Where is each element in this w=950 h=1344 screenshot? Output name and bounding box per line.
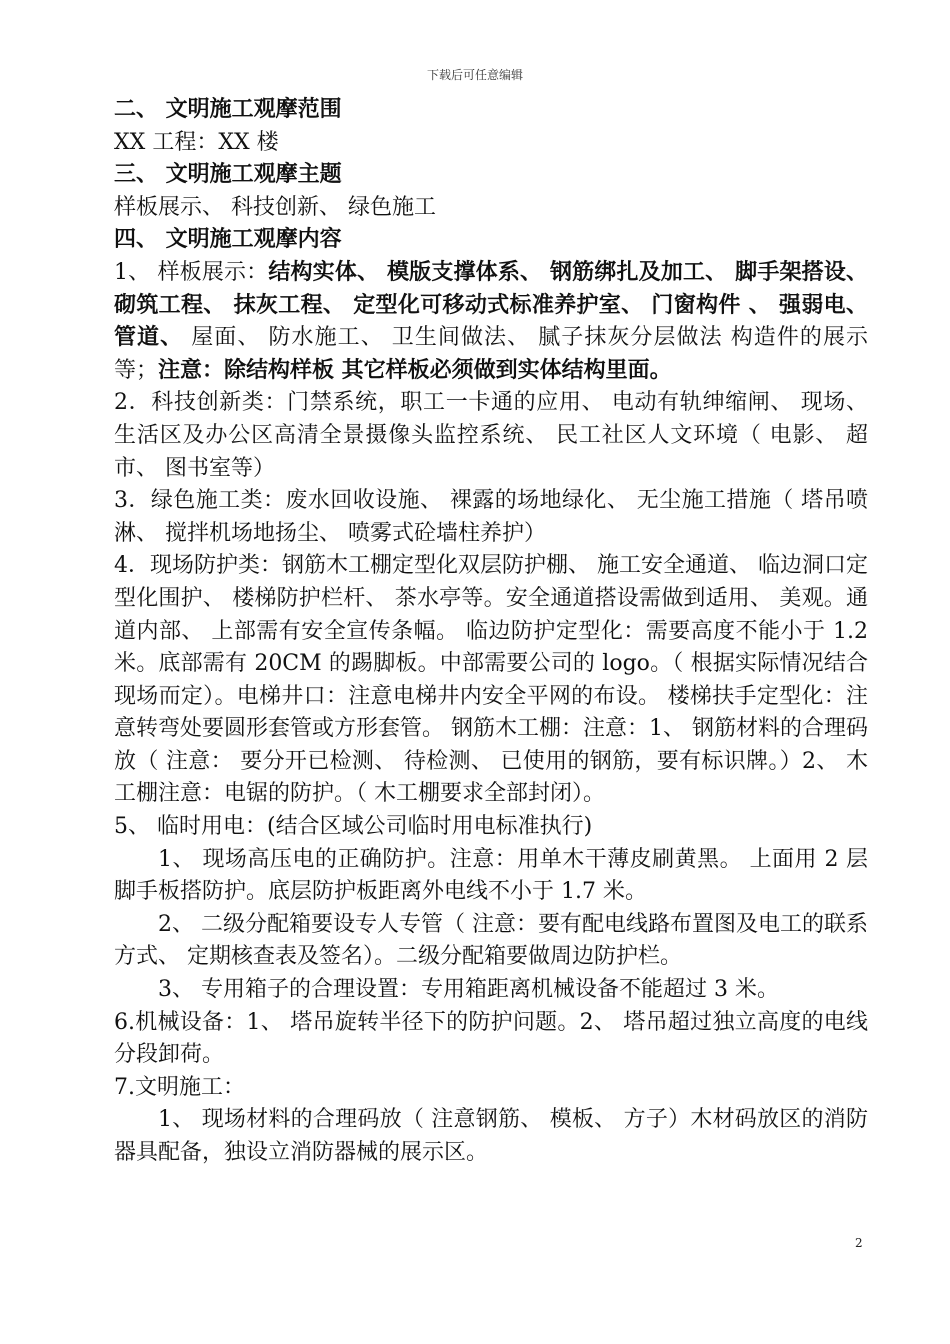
item-1-label: 1、 样板展示：: [114, 259, 269, 285]
section-2-text: XX 工程：XX 楼: [114, 129, 279, 155]
item-1-paragraph: [114, 257, 868, 387]
item-5-sub-1: 1、 现场高压电的正确防护。注意：用单木干薄皮刷黄黑。 上面用 2 层脚手板搭防护。底层防护板距离外电线不小于 1.7 米。: [114, 846, 868, 905]
item-7-paragraph: 7.文明施工：: [114, 1074, 245, 1100]
page-header: 下载后可任意编辑: [426, 68, 523, 82]
section-4-title: 四、 文明施工观摩内容: [114, 227, 342, 253]
section-3-title: 三、 文明施工观摩主题: [114, 162, 342, 188]
document-body: [114, 94, 868, 1170]
item-5-paragraph: 5、 临时用电：(结合区域公司临时用电标准执行): [114, 814, 593, 840]
item-6-paragraph: 6.机械设备：1、 塔吊旋转半径下的防护问题。2、 塔吊超过独立高度的电线分段卸荷。: [114, 1009, 868, 1068]
item-1-note: 注意：除结构样板 其它样板必须做到实体结构里面。: [158, 357, 672, 383]
item-4-paragraph: 4．现场防护类：钢筋木工棚定型化双层防护棚、 施工安全通道、 临边洞口定型化围护、 楼梯防护栏杆、 茶水亭等。安全通道搭设需做到适用、 美观。通道内部、 上部需有安全宣传条幅。 临边防护定型化：需要高度不能小于 1.2 米。底部需有 20CM 的踢脚板。中部需要公司的 logo。（ 根据实际情况结合现场而定）。电梯井口：注意电梯井内安全平网的布设。 楼梯扶手定型化：注意转弯处要圆形套管或方形套管。 钢筋木工棚：注意：1、 钢筋材料的合理码放（ 注意： 要分开已检测、 待检测、 已使用的钢筋，要有标识牌。）2、 木工棚注意：电锯的防护。（ 木工棚要求全部封闭）。: [114, 553, 868, 807]
page-number: 2: [855, 1236, 863, 1250]
item-1-regular-list: 屋面、 防水施工、 卫生间做法、 腻子抹灰分层做法 构造件的展示等；: [114, 325, 868, 383]
item-7-sub-1: 1、 现场材料的合理码放（ 注意钢筋、 模板、 方子）木材码放区的消防器具配备，独设立消防器械的展示区。: [114, 1107, 868, 1165]
item-1-bold-list: 结构实体、 模版支撑体系、 钢筋绑扎及加工、 脚手架搭设、 砌筑工程、 抹灰工程、 定型化可移动式标准养护室、 门窗构件 、 强弱电、 管道、: [114, 259, 868, 351]
section-2-title: 二、 文明施工观摩范围: [114, 97, 342, 122]
item-2-paragraph: 2．科技创新类：门禁系统，职工一卡通的应用、 电动有轨绅缩闸、 现场、 生活区及办公区高清全景摄像头监控系统、 民工社区人文环境（ 电影、 超市、 图书室等）: [114, 390, 868, 481]
item-5-sub-2: 2、 二级分配箱要设专人专管（ 注意：要有配电线路布置图及电工的联系方式、 定期核查表及签名）。二级分配箱要做周边防护栏。: [114, 911, 868, 970]
item-5-sub-3: 3、 专用箱子的合理设置：专用箱距离机械设备不能超过 3 米。: [158, 977, 779, 1003]
item-3-paragraph: 3．绿色施工类：废水回收设施、 裸露的场地绿化、 无尘施工措施（ 塔吊喷淋、 搅拌机场地扬尘、 喷雾式砼墙柱养护）: [114, 488, 868, 546]
section-3-text: 样板展示、 科技创新、 绿色施工: [114, 194, 436, 220]
